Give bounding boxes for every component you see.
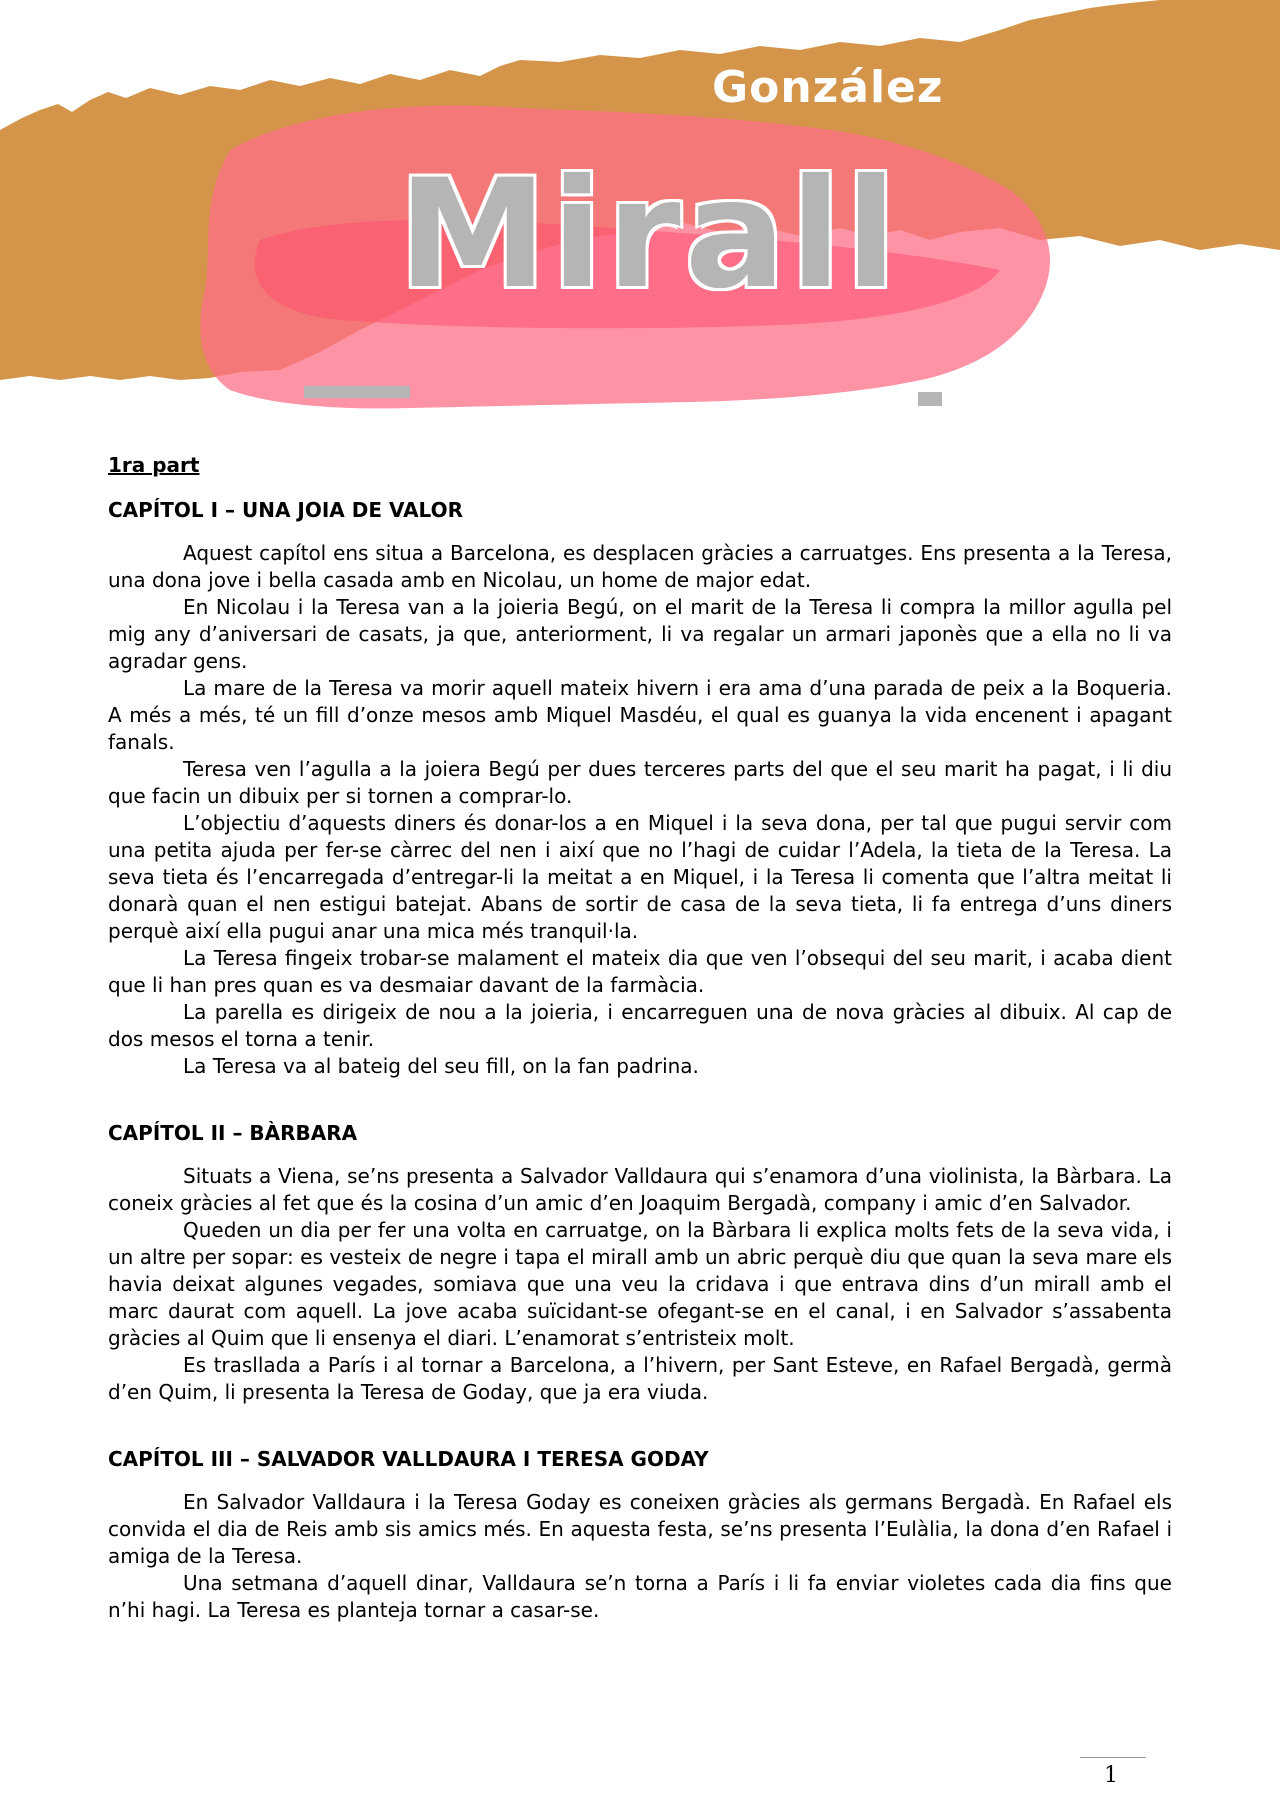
- paragraph: La parella es dirigeix de nou a la joieria, i encarreguen una de nova gràcies al dibuix. Al cap de dos mesos el torna a tenir.: [108, 1000, 1172, 1051]
- paragraph: Teresa ven l’agulla a la joiera Begú per dues terceres parts del que el seu marit ha pagat, i li diu que facin un dibuix per si tornen a comprar-lo.: [108, 757, 1172, 808]
- chapter-title: CAPÍTOL II – BÀRBARA: [108, 1121, 358, 1145]
- section-gap: [108, 1406, 1172, 1446]
- chapter-title: CAPÍTOL I – UNA JOIA DE VALOR: [108, 498, 463, 522]
- paragraph: L’objectiu d’aquests diners és donar-los a en Miquel i la seva dona, per tal que pugui servir com una petita ajuda per fer-se càrrec del nen i així que no l’hagi de cuidar l’Adela, la tieta de la Teresa. La seva tieta és l’encarregada d’entregar-li la meitat a en Miquel, i la Teresa li comenta que l’altra meitat li donarà quan el nen estigui batejat. Abans de sortir de casa de la seva tieta, li fa entrega d’uns diners perquè així ella pugui anar una mica més tranquil·la.: [108, 811, 1172, 943]
- paragraph: La Teresa fingeix trobar-se malament el mateix dia que ven l’obsequi del seu marit, i acaba dient que li han pres quan es va desmaiar davant de la farmàcia.: [108, 946, 1172, 997]
- document-body: [108, 452, 1172, 1624]
- paragraph: La mare de la Teresa va morir aquell mateix hivern i era ama d’una parada de peix a la Boqueria. A més a més, té un fill d’onze mesos amb Miquel Masdéu, el qual es guanya la vida encenent i apagant fanals.: [108, 676, 1172, 754]
- author-name: González: [712, 62, 944, 113]
- title-underline-dot: [918, 392, 942, 406]
- part-title: 1ra part: [108, 453, 200, 477]
- footer-rule: [1080, 1757, 1146, 1758]
- paragraph: Situats a Viena, se’ns presenta a Salvador Valldaura qui s’enamora d’una violinista, la Bàrbara. La coneix gràcies al fet que és la cosina d’un amic d’en Joaquim Bergadà, company i amic d’en Salvador.: [108, 1164, 1172, 1215]
- book-title: Mirall: [398, 148, 901, 322]
- paragraph: Queden un dia per fer una volta en carruatge, on la Bàrbara li explica molts fets de la seva vida, i un altre per sopar: es vesteix de negre i tapa el mirall amb un abric perquè diu que quan la seva mare els havia deixat algunes vegades, somiava que una veu la cridava i que entrava dins d’un mirall amb el marc daurat com aquell. La jove acaba suïcidant-se ofegant-se en el canal, i en Salvador s’assabenta gràcies al Quim que li ensenya el diari. L’enamorat s’entristeix molt.: [108, 1218, 1172, 1350]
- paragraph: En Nicolau i la Teresa van a la joieria Begú, on el marit de la Teresa li compra la millor agulla pel mig any d’aniversari de casats, ja que, anteriorment, li va regalar un armari japonès que a ella no li va agradar gens.: [108, 595, 1172, 673]
- chapter-title: CAPÍTOL III – SALVADOR VALLDAURA I TERESA GODAY: [108, 1447, 709, 1471]
- paragraph: Es trasllada a París i al tornar a Barcelona, a l’hivern, per Sant Esteve, en Rafael Bergadà, germà d’en Quim, li presenta la Teresa de Goday, que ja era viuda.: [108, 1353, 1172, 1404]
- section-gap: [108, 1080, 1172, 1120]
- paragraph: La Teresa va al bateig del seu fill, on la fan padrina.: [183, 1054, 699, 1078]
- page-number: 1: [1104, 1763, 1118, 1788]
- title-underline-bar: [304, 386, 410, 398]
- paragraph: En Salvador Valldaura i la Teresa Goday es coneixen gràcies als germans Bergadà. En Rafael els convida el dia de Reis amb sis amics més. En aquesta festa, se’ns presenta l’Eulàlia, la dona d’en Rafael i amiga de la Teresa.: [108, 1490, 1172, 1568]
- paragraph: Aquest capítol ens situa a Barcelona, es desplacen gràcies a carruatges. Ens presenta a la Teresa, una dona jove i bella casada amb en Nicolau, un home de major edat.: [108, 541, 1172, 592]
- paragraph: Una setmana d’aquell dinar, Valldaura se’n torna a París i li fa enviar violetes cada dia fins que n’hi hagi. La Teresa es planteja tornar a casar-se.: [108, 1571, 1172, 1622]
